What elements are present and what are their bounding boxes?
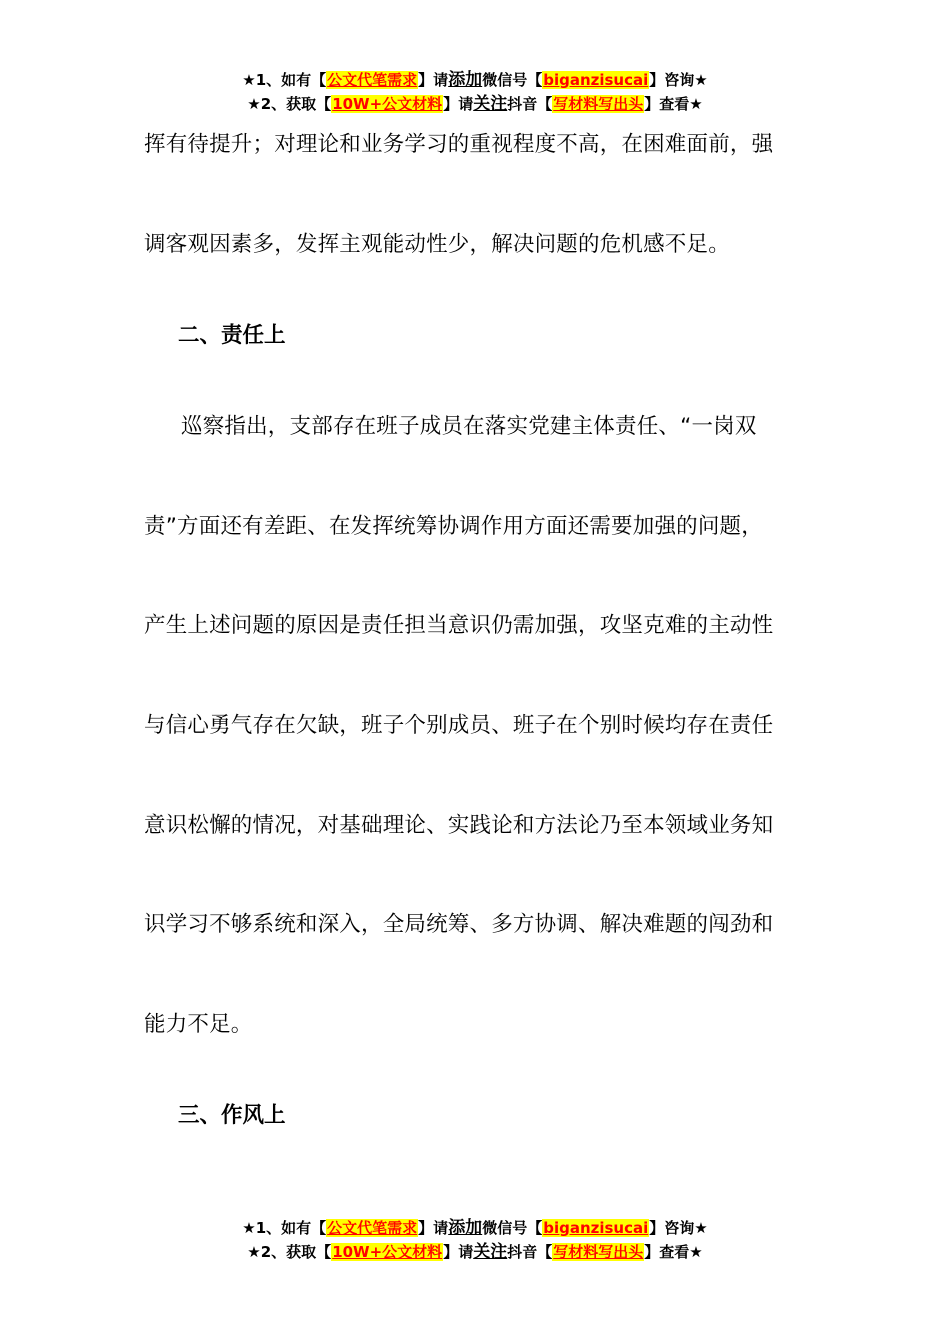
- footer-banner: [0, 1216, 950, 1264]
- footer-line-2: [0, 1240, 950, 1264]
- footer-line-2-text: 】查看★: [644, 1243, 703, 1261]
- footer-line-2-text: 】请: [443, 1243, 474, 1261]
- section-heading-responsibility: 二、责任上: [178, 323, 286, 348]
- paragraph-line: 识学习不够系统和深入，全局统筹、多方协调、解决难题的闯劲和: [144, 912, 774, 937]
- header-line-2-text: ★2、获取【: [247, 95, 332, 113]
- header-line-1-text: 】咨询★: [649, 71, 708, 89]
- header-line-1-text: 】请: [418, 71, 449, 89]
- service-highlight: 公文代笔需求: [327, 1219, 418, 1237]
- footer-line-2-text: 抖音【: [507, 1243, 553, 1261]
- header-banner: [0, 68, 950, 116]
- follow-text: 关注: [473, 94, 508, 114]
- footer-line-1-text: 微信号【: [482, 1219, 543, 1237]
- footer-line-1: [0, 1216, 950, 1240]
- wechat-id-highlight: biganzisucai: [543, 71, 649, 89]
- footer-line-2-text: ★2、获取【: [247, 1243, 332, 1261]
- header-line-2-text: 】查看★: [644, 95, 703, 113]
- section-heading-style: 三、作风上: [178, 1103, 286, 1128]
- paragraph-line: 与信心勇气存在欠缺，班子个别成员、班子在个别时候均存在责任: [144, 713, 774, 738]
- header-line-2-text: 抖音【: [507, 95, 553, 113]
- add-text: 添加: [448, 1218, 483, 1238]
- douyin-account-highlight: 写材料写出头: [553, 95, 644, 113]
- follow-text: 关注: [473, 1242, 508, 1262]
- service-highlight: 公文代笔需求: [327, 71, 418, 89]
- paragraph-line: 挥有待提升；对理论和业务学习的重视程度不高，在困难面前，强: [144, 132, 774, 157]
- paragraph-line: 意识松懈的情况，对基础理论、实践论和方法论乃至本领域业务知: [144, 813, 774, 838]
- footer-line-1-text: 】咨询★: [649, 1219, 708, 1237]
- paragraph-line: 产生上述问题的原因是责任担当意识仍需加强，攻坚克难的主动性: [144, 613, 774, 638]
- header-line-1: [0, 68, 950, 92]
- paragraph-line: 责”方面还有差距、在发挥统筹协调作用方面还需要加强的问题，: [144, 514, 763, 539]
- header-line-2-text: 】请: [443, 95, 474, 113]
- wechat-id-highlight: biganzisucai: [543, 1219, 649, 1237]
- add-text: 添加: [448, 70, 483, 90]
- materials-highlight: 10W+公文材料: [332, 1243, 443, 1261]
- header-line-1-text: 微信号【: [482, 71, 543, 89]
- header-line-1-text: ★1、如有【: [242, 71, 327, 89]
- footer-line-1-text: 】请: [418, 1219, 449, 1237]
- paragraph-line: 能力不足。: [144, 1012, 253, 1037]
- footer-line-1-text: ★1、如有【: [242, 1219, 327, 1237]
- materials-highlight: 10W+公文材料: [332, 95, 443, 113]
- header-line-2: [0, 92, 950, 116]
- paragraph-line: 调客观因素多，发挥主观能动性少，解决问题的危机感不足。: [144, 232, 730, 257]
- douyin-account-highlight: 写材料写出头: [553, 1243, 644, 1261]
- paragraph-line: 巡察指出，支部存在班子成员在落实党建主体责任、“一岗双: [181, 414, 757, 439]
